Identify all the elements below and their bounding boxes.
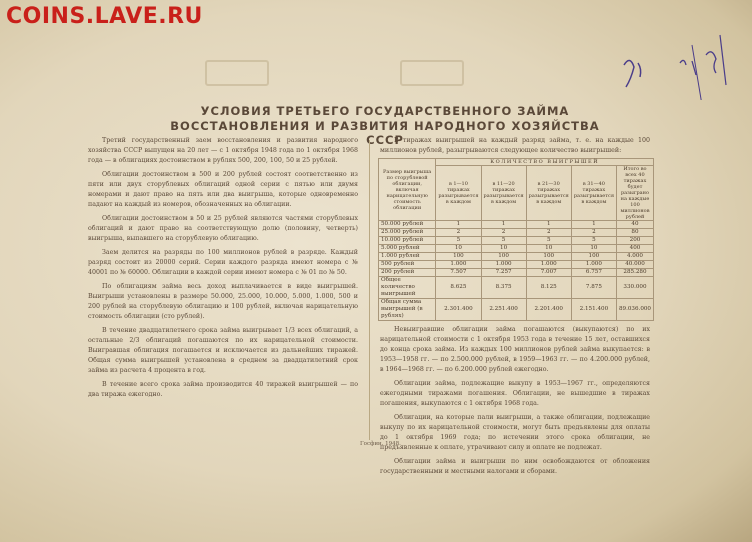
table-row: [379, 299, 654, 321]
handwritten-annotation: [610, 25, 740, 100]
table-cell: 100: [526, 253, 571, 261]
table-cell: 7.875: [571, 277, 616, 299]
left-column: [88, 136, 358, 404]
table-cell: 25.000 рублей: [379, 229, 436, 237]
table-cell: 6.757: [571, 269, 616, 277]
table-cell: Общая сумма выигрышей (в рублях): [379, 299, 436, 321]
table-cell: 7.507: [436, 269, 481, 277]
table-cell: 7.257: [481, 269, 526, 277]
table-cell: 8.125: [526, 277, 571, 299]
paragraph: Заем делится на разряды по 100 миллионов рублей в разряде. Каждый разряд состоит из 20000 серий. Серии каждого разряда имеют номера с № 40001 по № 60000. Облигации в каждой серии имеют номера с № 01 по № 50.: [88, 249, 358, 276]
table-cell: 1.000: [481, 261, 526, 269]
table-cell: 40.000: [616, 261, 653, 269]
table-cell: 4.000: [616, 253, 653, 261]
paragraph: Облигации займа и выигрыши по ним освобождаются от обложения государственными и местными налогами и сборами.: [380, 458, 650, 475]
paragraph: В течение двадцатилетнего срока займа выигрывает 1/3 всех облигаций, а остальные 2/3 облигаций погашаются по их нарицательной стоимости. Выигравшая облигация погашается и исключается из дальнейших тиражей. Общая сумма выигрышей установлена в среднем за двадцатилетний срок займа из расчета 4 процента в год.: [88, 327, 358, 374]
table-cell: 2.251.400: [481, 299, 526, 321]
column-divider: [369, 140, 370, 440]
faded-stamp: [400, 60, 464, 86]
table-cell: 1: [481, 221, 526, 229]
table-header: Итого во всех 40 тиражах будет разыграно на каждые 100 миллионов рублей: [616, 166, 653, 221]
table-cell: 10: [526, 245, 571, 253]
table-cell: 5.000 рублей: [379, 245, 436, 253]
table-cell: 5: [436, 237, 481, 245]
table-cell: 100: [481, 253, 526, 261]
table-cell: 1.000: [571, 261, 616, 269]
table-cell: 285.280: [616, 269, 653, 277]
table-cell: 2.301.400: [436, 299, 481, 321]
table-row: [379, 221, 654, 229]
table-cell: 2.151.400: [571, 299, 616, 321]
right-column: [380, 136, 650, 481]
table-cell: 2: [436, 229, 481, 237]
table-row: [379, 261, 654, 269]
table-row: [379, 229, 654, 237]
table-cell: 2.201.400: [526, 299, 571, 321]
paragraph: Облигации достоинством в 50 и 25 рублей являются частями сторублевых облигаций и дают право на соответствующую долю (половину, четверть) выигрыша, выпавшего на сторублевую облигацию.: [88, 215, 358, 242]
table-cell: 2: [571, 229, 616, 237]
table-header: Размер выигрыша по сторублевой облигации, включая нарицательную стоимость облигации: [379, 159, 436, 221]
table-cell: 200 рублей: [379, 269, 436, 277]
table-row: [379, 237, 654, 245]
table-cell: 50.000 рублей: [379, 221, 436, 229]
table-cell: 1.000: [526, 261, 571, 269]
table-cell: 89.036.000: [616, 299, 653, 321]
paragraph: Облигации, на которые пали выигрыши, а также облигации, подлежащие выкупу по их нарицательной стоимости, могут быть предъявлены для оплаты до 1 октября 1969 года; по истечении этого срока облигации, не предъявленные к оплате, утрачивают силу и оплате не подлежат.: [380, 414, 650, 451]
paragraph: В течение всего срока займа производится 40 тиражей выигрышей — по два тиража ежегодно.: [88, 381, 358, 398]
paragraph: В тиражах выигрышей на каждый разряд займа, т. е. на каждые 100 миллионов рублей, разыгрываются следующее количество выигрышей:: [380, 137, 650, 154]
table-cell: 2: [481, 229, 526, 237]
page-title: УСЛОВИЯ ТРЕТЬЕГО ГОСУДАРСТВЕННОГО ЗАЙМА: [200, 104, 570, 118]
table-header: в 31—40 тиражах разыгрывается в каждом: [571, 166, 616, 221]
table-header: в 11—20 тиражах разыгрывается в каждом: [481, 166, 526, 221]
table-cell: 40: [616, 221, 653, 229]
table-cell: 1.000: [436, 261, 481, 269]
table-header: в 1—10 тиражах разыгрывается в каждом: [436, 166, 481, 221]
page-subtitle: ВОССТАНОВЛЕНИЯ И РАЗВИТИЯ НАРОДНОГО ХОЗЯЙСТВА СССР: [170, 119, 600, 147]
table-cell: 100: [436, 253, 481, 261]
table-cell: 10: [481, 245, 526, 253]
table-cell: 5: [571, 237, 616, 245]
table-cell: 1.000 рублей: [379, 253, 436, 261]
table-cell: 500 рублей: [379, 261, 436, 269]
table-cell: 100: [571, 253, 616, 261]
table-cell: 10: [436, 245, 481, 253]
table-header: в 21—30 тиражах разыгрывается в каждом: [526, 166, 571, 221]
table-cell: Общее количество выигрышей: [379, 277, 436, 299]
table-header: КОЛИЧЕСТВО ВЫИГРЫШЕЙ: [436, 159, 654, 166]
table-row: [379, 245, 654, 253]
table-cell: 10.000 рублей: [379, 237, 436, 245]
table-row: [379, 277, 654, 299]
paragraph: Невыигравшие облигации займа погашаются (выкупаются) по их нарицательной стоимости с 1 октября 1953 года в течение 15 лет, оставшихся до конца срока займа. Из каждых 100 миллионов рублей займа выкупается: в 1953—1958 гг. — по 2.500.000 рублей, в 1959—1963 гг. — по 4.200.000 рублей, в 1964—1968 гг. — по 6.200.000 рублей ежегодно.: [380, 326, 650, 373]
table-cell: 330.000: [616, 277, 653, 299]
table-cell: 200: [616, 237, 653, 245]
prize-table: [378, 158, 654, 321]
table-cell: 8.375: [481, 277, 526, 299]
table-cell: 2: [526, 229, 571, 237]
table-cell: 1: [436, 221, 481, 229]
printer-mark: Госфин. 1948.: [360, 441, 401, 447]
table-cell: 1: [526, 221, 571, 229]
table-cell: 8.625: [436, 277, 481, 299]
paragraph: По облигациям займа весь доход выплачивается в виде выигрышей. Выигрыши установлены в размере 50.000, 25.000, 10.000, 5.000, 1.000, 500 и 200 рублей на сторублевую облигацию и 100 рублей, включая нарицательную стоимость облигации (сто рублей).: [88, 283, 358, 320]
table-cell: 1: [571, 221, 616, 229]
table-cell: 7.007: [526, 269, 571, 277]
table-cell: 80: [616, 229, 653, 237]
paragraph: Третий государственный заем восстановления и развития народного хозяйства СССР выпущен на 20 лет — с 1 октября 1948 года по 1 октября 1968 года — в облигациях достоинством в рублях 500, 200, 100, 50 и 25 рублей.: [88, 137, 358, 164]
table-row: [379, 253, 654, 261]
paragraph: Облигации достоинством в 500 и 200 рублей состоят соответственно из пяти или двух сторублевых облигаций одной серии с пятью или двумя номерами и дают право на пять или два выигрыша, которые одновременно падают на каждый из номеров, обозначенных на облигации.: [88, 171, 358, 208]
table-cell: 5: [481, 237, 526, 245]
table-cell: 5: [526, 237, 571, 245]
table-cell: 400: [616, 245, 653, 253]
site-watermark: COINS.LAVE.RU: [6, 4, 203, 29]
table-cell: 10: [571, 245, 616, 253]
table-row: [379, 269, 654, 277]
faded-stamp: [205, 60, 269, 86]
paragraph: Облигации займа, подлежащие выкупу в 1953—1967 гг., определяются ежегодными тиражами погашения. Облигации, не вышедшие в тиражах погашения, выкупаются с 1 октября 1968 года.: [380, 380, 650, 407]
